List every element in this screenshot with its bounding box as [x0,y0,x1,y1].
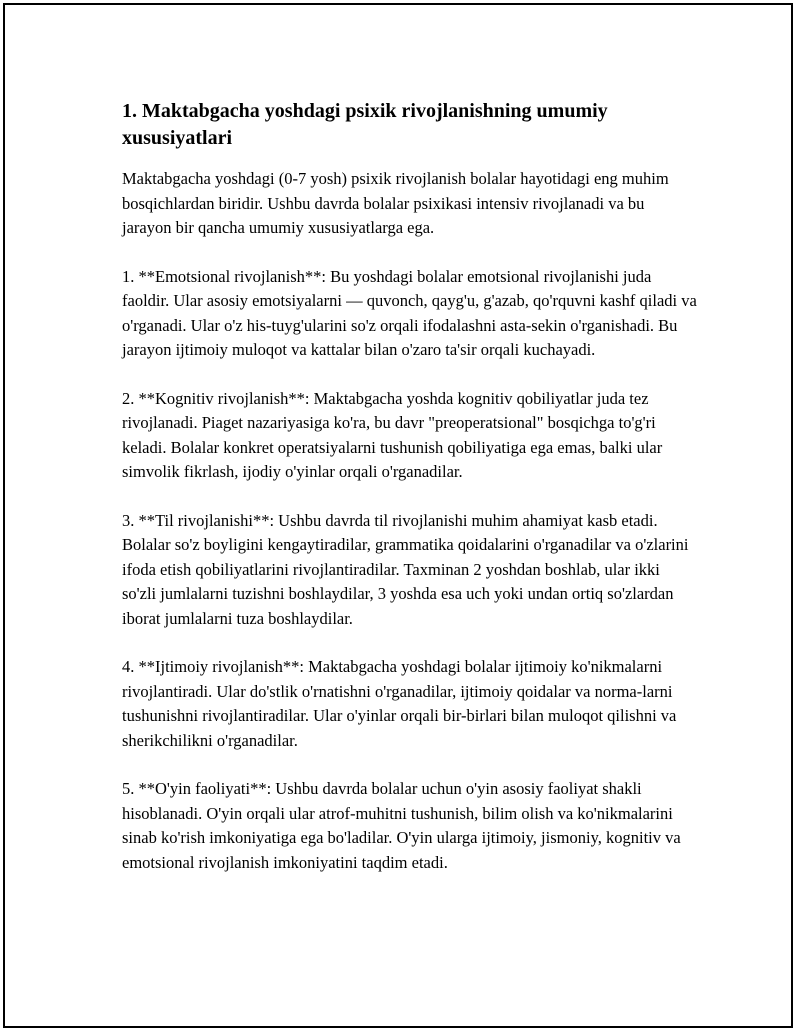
paragraph-play-activity: 5. **O'yin faoliyati**: Ushbu davrda bolalar uchun o'yin asosiy faoliyat shakli hisoblanadi. O'yin orqali ular atrof-muhitni tushunish, bilim olish va ko'nikmalarini sinab ko'rish imkoniyatiga ega bo'ladilar. O'yin ularga ijtimoiy, jismoniy, kognitiv va emotsional rivojlanish imkoniyatini taqdim etadi. [122,779,681,872]
paragraph-cognitive-development: 2. **Kognitiv rivojlanish**: Maktabgacha yoshda kognitiv qobiliyatlar juda tez rivojlanadi. Piaget nazariyasiga ko'ra, bu davr "preoperatsional" bosqichga to'g'ri keladi. Bolalar konkret operatsiyalarni tushunish qobiliyatiga ega emas, balki ular simvolik fikrlash, ijodiy o'yinlar orqali o'rganadilar. [122,388,663,481]
document-title: 1. Maktabgacha yoshdagi psixik rivojlanishning umumiy xususiyatlari [122,100,608,149]
intro-paragraph: Maktabgacha yoshdagi (0-7 yosh) psixik rivojlanish bolalar hayotidagi eng muhim bosqichlardan biridir. Ushbu davrda bolalar psixikasi intensiv rivojlanadi va bu jarayon bir qancha umumiy xususiyatlarga ega. [122,169,669,237]
paragraph-social-development: 4. **Ijtimoiy rivojlanish**: Maktabgacha yoshdagi bolalar ijtimoiy ko'nikmalarni rivojlantiradi. Ular do'stlik o'rnatishni o'rganadilar, ijtimoiy qoidalar va norma-larni tushunishni rivojlantiradilar. Ular o'yinlar orqali bir-birlari bilan muloqot qilishni va sherikchilikni o'rganadilar. [122,657,677,750]
document-page [3,3,793,1028]
paragraph-language-development: 3. **Til rivojlanishi**: Ushbu davrda til rivojlanishi muhim ahamiyat kasb etadi. Bolalar so'z boyligini kengaytiradilar, grammatika qoidalarini o'rganadilar va o'zlarini ifoda etish qobiliyatlarini rivojlantiradilar. Taxminan 2 yoshdan boshlab, ular ikki so'zli jumlalarni tuzishni boshlaydilar, 3 yoshda esa uch yoki undan ortiq so'zlardan iborat jumlalarni tuza boshlaydilar. [122,510,689,628]
paragraph-emotional-development: 1. **Emotsional rivojlanish**: Bu yoshdagi bolalar emotsional rivojlanishi juda faoldir. Ular asosiy emotsiyalarni — quvonch, qayg'u, g'azab, qo'rquvni kashf qiladi va o'rganadi. Ular o'z his-tuyg'ularini so'z orqali ifodalashni asta-sekin o'rganishadi. Bu jarayon ijtimoiy muloqot va kattalar bilan o'zaro ta'sir orqali kuchayadi. [122,266,697,359]
document-content [122,98,697,899]
